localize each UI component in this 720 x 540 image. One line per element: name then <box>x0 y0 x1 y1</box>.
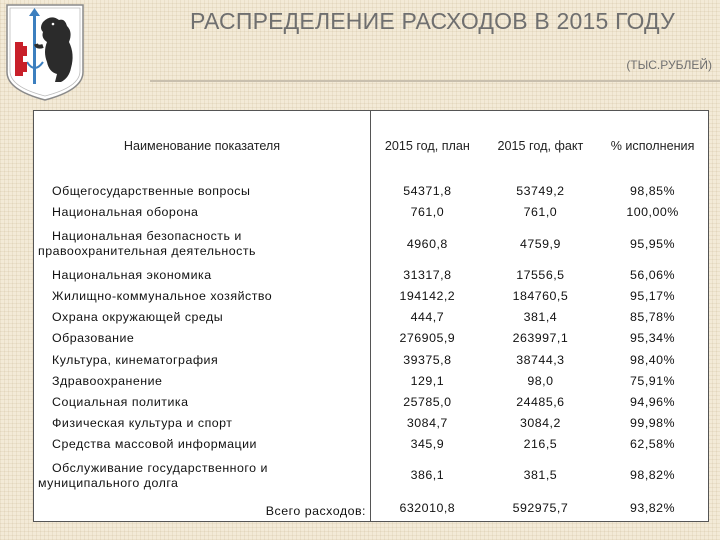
row-name: Здравоохранение <box>34 371 371 392</box>
row-name: Национальная безопасность и правоохранительная деятельность <box>34 223 371 265</box>
row-plan: 386,1 <box>410 468 445 483</box>
row-percent: 100,00% <box>626 205 679 220</box>
row-name: Культура, кинематография <box>34 350 371 371</box>
row-percent: 95,95% <box>630 236 676 251</box>
row-percent: 98,40% <box>630 352 676 367</box>
row-percent: 62,58% <box>630 436 676 451</box>
row-percent: 95,34% <box>630 331 676 346</box>
row-percent: 98,82% <box>630 468 676 483</box>
page-subtitle: (ТЫС.РУБЛЕЙ) <box>626 58 712 72</box>
row-percent: 98,85% <box>630 184 676 199</box>
column-header-plan: 2015 год, план <box>384 139 470 153</box>
row-plan: 345,9 <box>410 436 445 451</box>
row-fact: 17556,5 <box>516 268 565 283</box>
row-name: Национальная оборона <box>34 202 371 223</box>
row-plan: 276905,9 <box>399 331 456 346</box>
row-name: Охрана окружающей среды <box>34 307 371 328</box>
row-fact: 263997,1 <box>512 331 569 346</box>
row-plan: 761,0 <box>410 205 445 220</box>
row-fact: 24485,6 <box>516 394 565 409</box>
table-row <box>34 328 708 349</box>
row-plan: 25785,0 <box>403 394 452 409</box>
table-row <box>34 350 708 371</box>
table-row <box>34 392 708 413</box>
row-plan: 39375,8 <box>403 352 452 367</box>
page-title: РАСПРЕДЕЛЕНИЕ РАСХОДОВ В 2015 ГОДУ <box>190 8 675 34</box>
row-fact: 3084,2 <box>519 415 561 430</box>
total-fact: 592975,7 <box>512 501 569 516</box>
row-fact: 381,5 <box>523 468 558 483</box>
row-fact: 216,5 <box>523 436 558 451</box>
row-plan: 129,1 <box>410 373 445 388</box>
row-fact: 761,0 <box>523 205 558 220</box>
row-fact: 98,0 <box>527 373 554 388</box>
row-fact: 381,4 <box>523 310 558 325</box>
coat-of-arms-emblem <box>3 2 87 102</box>
table-row <box>34 307 708 328</box>
row-plan: 54371,8 <box>403 184 452 199</box>
column-header-name: Наименование показателя <box>34 111 371 181</box>
row-percent: 85,78% <box>630 310 676 325</box>
table-row <box>34 181 708 202</box>
row-percent: 99,98% <box>630 415 676 430</box>
table-row <box>34 455 708 497</box>
total-percent: 93,82% <box>630 501 676 516</box>
expenses-table <box>33 110 709 522</box>
row-name: Жилищно-коммунальное хозяйство <box>34 286 371 307</box>
row-name: Средства массовой информации <box>34 434 371 455</box>
row-percent: 75,91% <box>630 373 676 388</box>
row-plan: 3084,7 <box>406 415 448 430</box>
row-plan: 194142,2 <box>399 289 456 304</box>
table-header-row <box>34 111 708 181</box>
row-plan: 31317,8 <box>403 268 452 283</box>
row-percent: 95,17% <box>630 289 676 304</box>
row-name: Национальная экономика <box>34 265 371 286</box>
row-percent: 56,06% <box>630 268 676 283</box>
row-fact: 38744,3 <box>516 352 565 367</box>
column-header-fact: 2015 год, факт <box>497 139 584 153</box>
row-fact: 184760,5 <box>512 289 569 304</box>
row-fact: 53749,2 <box>516 184 565 199</box>
header-divider <box>150 80 720 82</box>
table-row <box>34 223 708 265</box>
table-row <box>34 202 708 223</box>
total-label: Всего расходов: <box>34 497 371 521</box>
table-row <box>34 434 708 455</box>
row-name: Обслуживание государственного и муниципального долга <box>34 455 371 497</box>
row-name: Образование <box>34 328 371 349</box>
table-row <box>34 286 708 307</box>
column-header-percent: % исполнения <box>610 139 695 153</box>
total-plan: 632010,8 <box>399 501 456 516</box>
row-fact: 4759,9 <box>519 236 561 251</box>
table-row <box>34 413 708 434</box>
table-row <box>34 265 708 286</box>
row-name: Общегосударственные вопросы <box>34 181 371 202</box>
table-row <box>34 371 708 392</box>
row-percent: 94,96% <box>630 394 676 409</box>
row-plan: 4960,8 <box>406 236 448 251</box>
row-plan: 444,7 <box>410 310 445 325</box>
table-total-row <box>34 497 708 521</box>
row-name: Физическая культура и спорт <box>34 413 371 434</box>
row-name: Социальная политика <box>34 392 371 413</box>
